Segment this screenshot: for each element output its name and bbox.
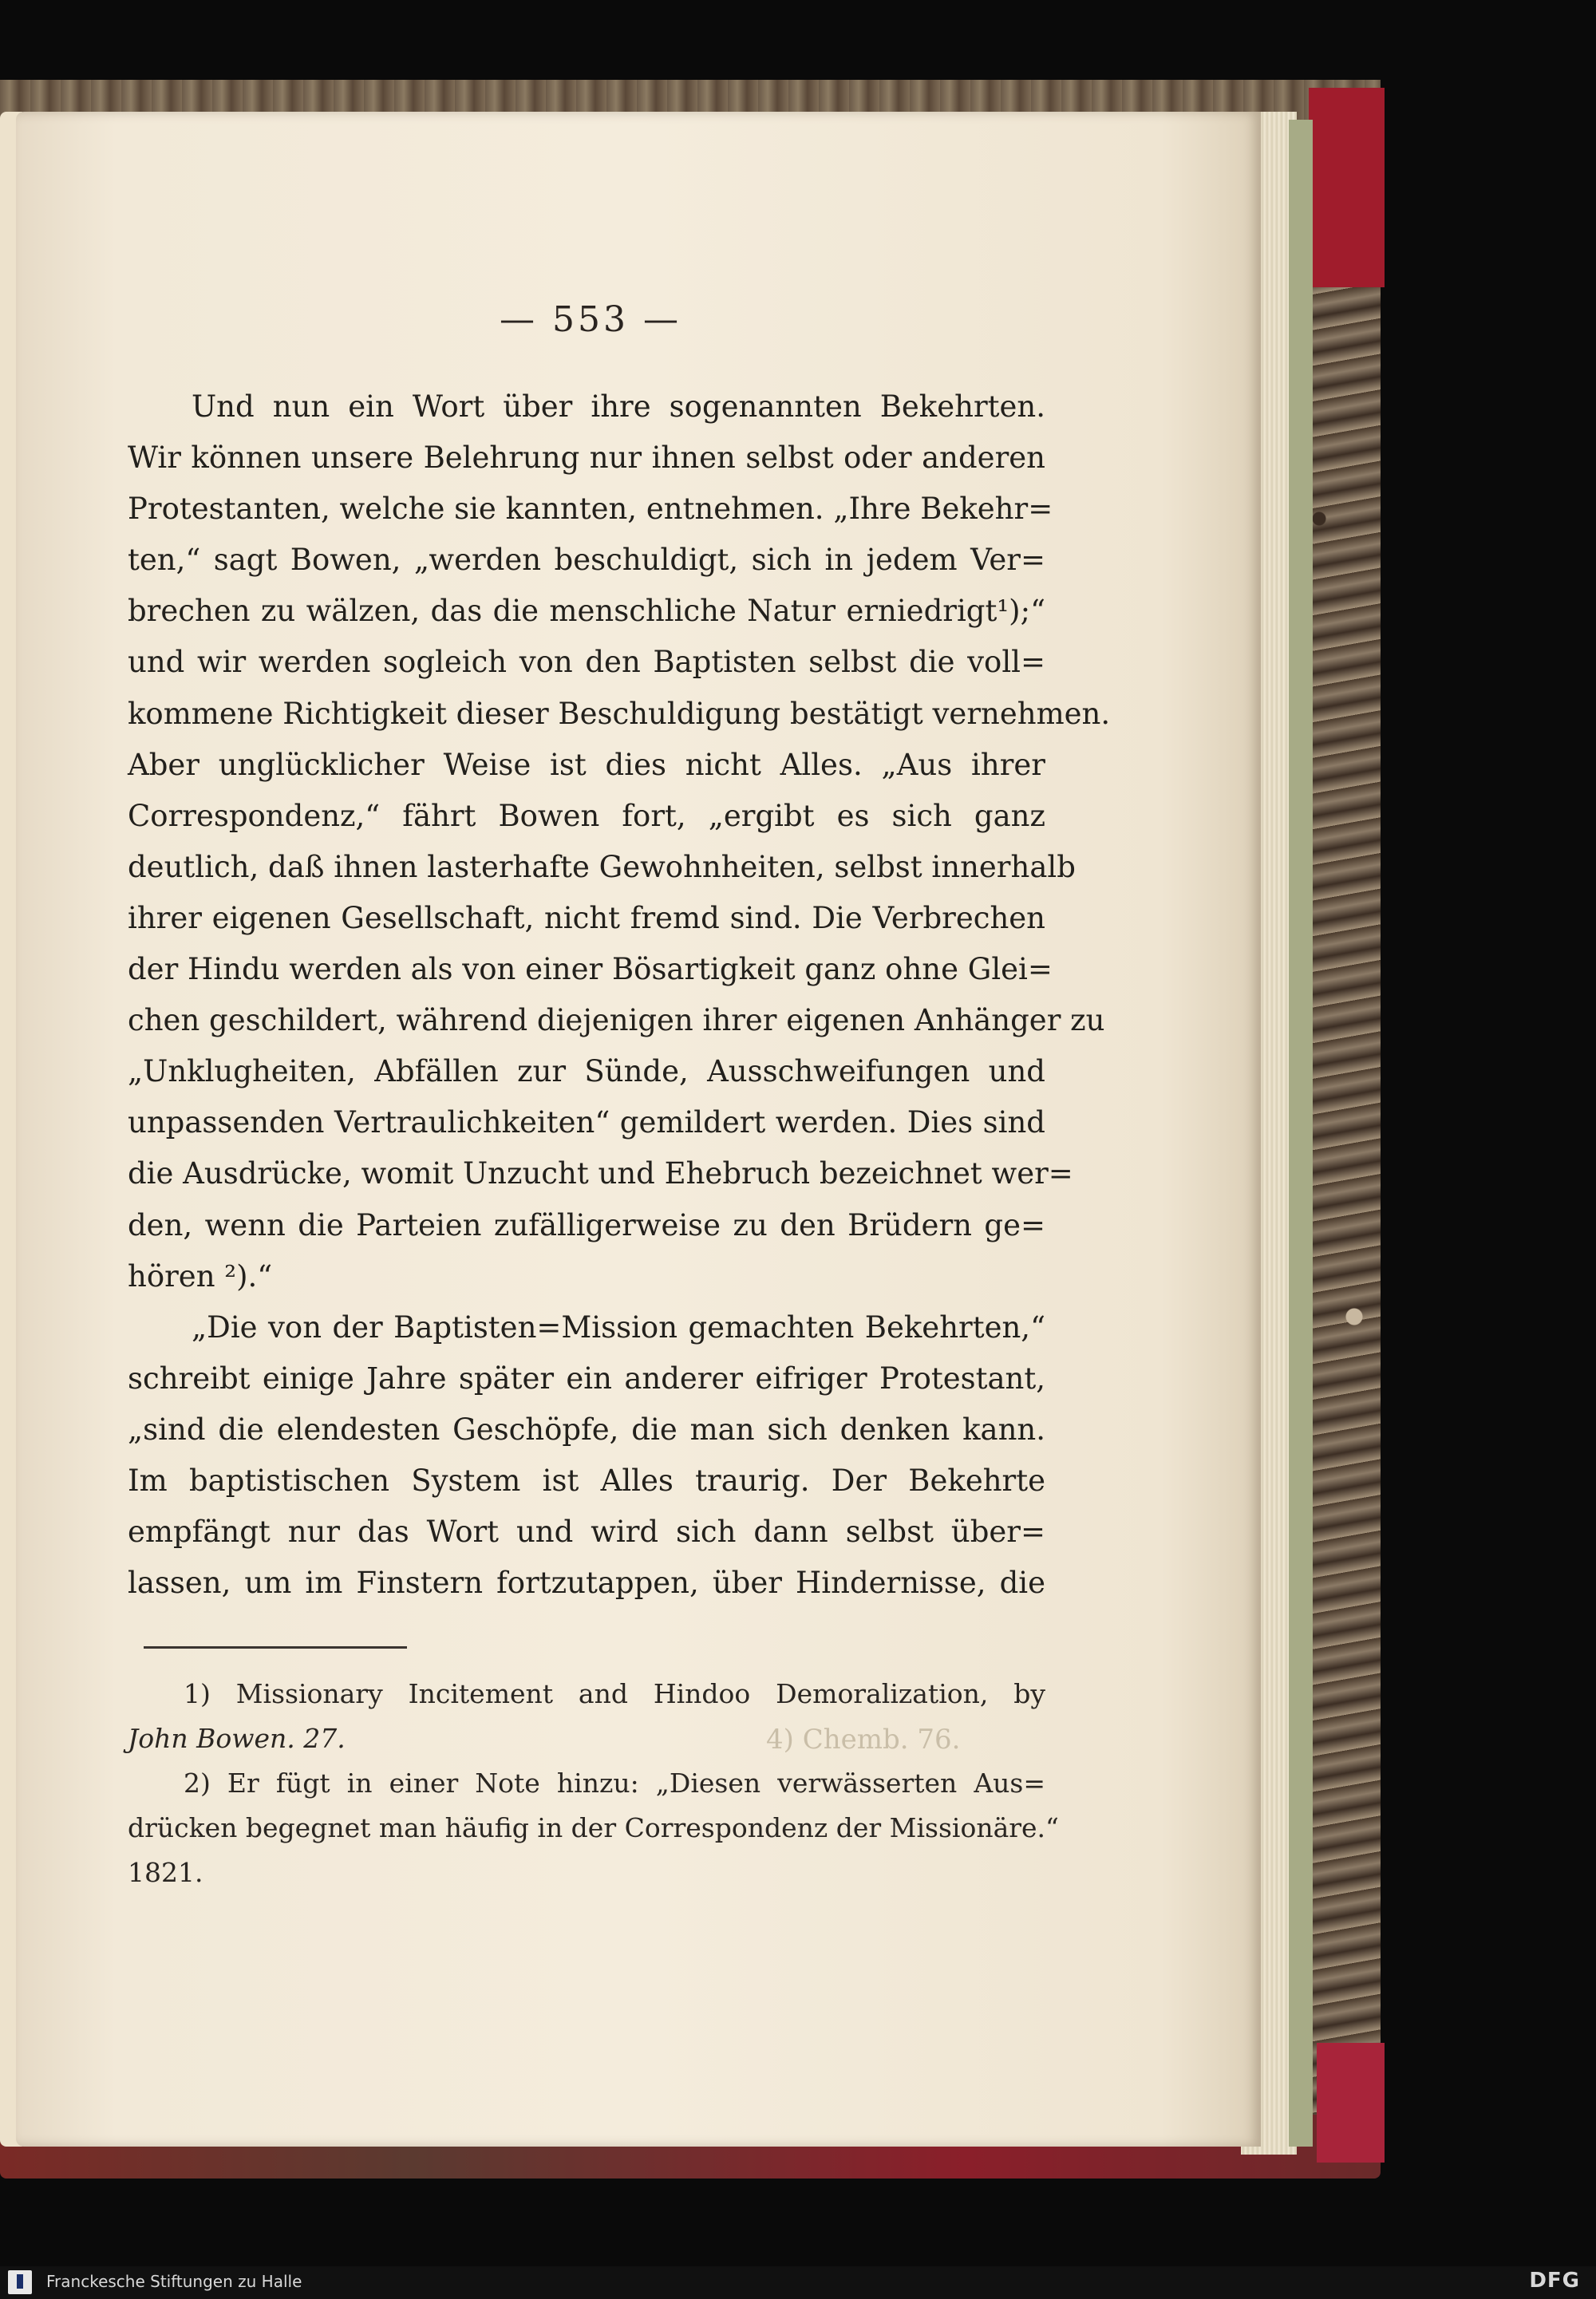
text-line: deutlich, daß ihnen lasterhafte Gewohnheiten, selbst innerhalb: [128, 849, 1076, 884]
text-line: empfängt nur das Wort und wird sich dann selbst über=: [128, 1515, 1045, 1550]
footnote-separator: [144, 1646, 407, 1649]
text-line: „sind die elendesten Geschöpfe, die man sich denken kann.: [128, 1412, 1045, 1447]
footnote-1: 1) Missionary Incitement and Hindoo Demoralization, by: [184, 1678, 1045, 1709]
text-line: und wir werden sogleich von den Baptisten selbst die voll=: [128, 645, 1045, 680]
text-line: Correspondenz,“ fährt Bowen fort, „ergibt es sich ganz: [128, 798, 1045, 833]
text-line: den, wenn die Parteien zufälligerweise zu den Brüdern ge=: [128, 1207, 1045, 1242]
footnote-2: 2) Er fügt in einer Note hinzu: „Diesen verwässerten Aus=: [184, 1768, 1045, 1799]
text-line: „Unklugheiten, Abfällen zur Sünde, Ausschweifungen und: [128, 1054, 1045, 1089]
footnote-2-cont: drücken begegnet man häufig in der Correspondenz der Missionäre.“: [128, 1812, 1059, 1843]
text-line: Und nun ein Wort über ihre sogenannten Bekehrten.: [192, 389, 1045, 424]
text-line: Im baptistischen System ist Alles traurig. Der Bekehrte: [128, 1463, 1045, 1498]
show-through-text: 4) Chemb. 76.: [766, 1724, 961, 1756]
footnote-2-year: 1821.: [128, 1857, 203, 1888]
text-line: „Die von der Baptisten=Mission gemachten Bekehrten,“: [192, 1309, 1045, 1345]
text-line: kommene Richtigkeit dieser Beschuldigung bestätigt vernehmen.: [128, 696, 1111, 731]
text-line: schreibt einige Jahre später ein anderer eifriger Protestant,: [128, 1361, 1045, 1396]
text-line: chen geschildert, während diejenigen ihrer eigenen Anhänger zu: [128, 1003, 1105, 1038]
text-line: hören ²).“: [128, 1258, 273, 1294]
text-line: brechen zu wälzen, das die menschliche Natur erniedrigt¹);“: [128, 594, 1045, 629]
text-line: ten,“ sagt Bowen, „werden beschuldigt, sich in jedem Ver=: [128, 543, 1045, 578]
text-line: Aber unglücklicher Weise ist dies nicht Alles. „Aus ihrer: [128, 747, 1045, 782]
dfg-logo[interactable]: DFG: [1529, 2269, 1580, 2293]
text-line: lassen, um im Finstern fortzutappen, über Hindernisse, die: [128, 1566, 1045, 1601]
page-number: — 553 —: [500, 299, 681, 340]
footnote-1-author: John Bowen. 27.: [128, 1723, 346, 1754]
body-text: [128, 381, 1111, 1609]
institution-logo-icon[interactable]: [8, 2270, 32, 2294]
cover-corner-top: [1309, 88, 1385, 287]
page-edge-green: [1289, 120, 1313, 2147]
cover-corner-bottom: [1317, 2043, 1385, 2163]
institution-name[interactable]: Franckesche Stiftungen zu Halle: [46, 2272, 302, 2291]
footnotes: [128, 1672, 1059, 1895]
text-line: Protestanten, welche sie kannten, entnehmen. „Ihre Bekehr=: [128, 492, 1053, 527]
text-line: unpassenden Vertraulichkeiten“ gemildert werden. Dies sind: [128, 1105, 1045, 1140]
text-line: Wir können unsere Belehrung nur ihnen selbst oder anderen: [128, 440, 1045, 476]
text-line: der Hindu werden als von einer Bösartigkeit ganz ohne Glei=: [128, 952, 1053, 987]
text-line: ihrer eigenen Gesellschaft, nicht fremd sind. Die Verbrechen: [128, 900, 1045, 935]
text-line: die Ausdrücke, womit Unzucht und Ehebruch bezeichnet wer=: [128, 1156, 1073, 1191]
